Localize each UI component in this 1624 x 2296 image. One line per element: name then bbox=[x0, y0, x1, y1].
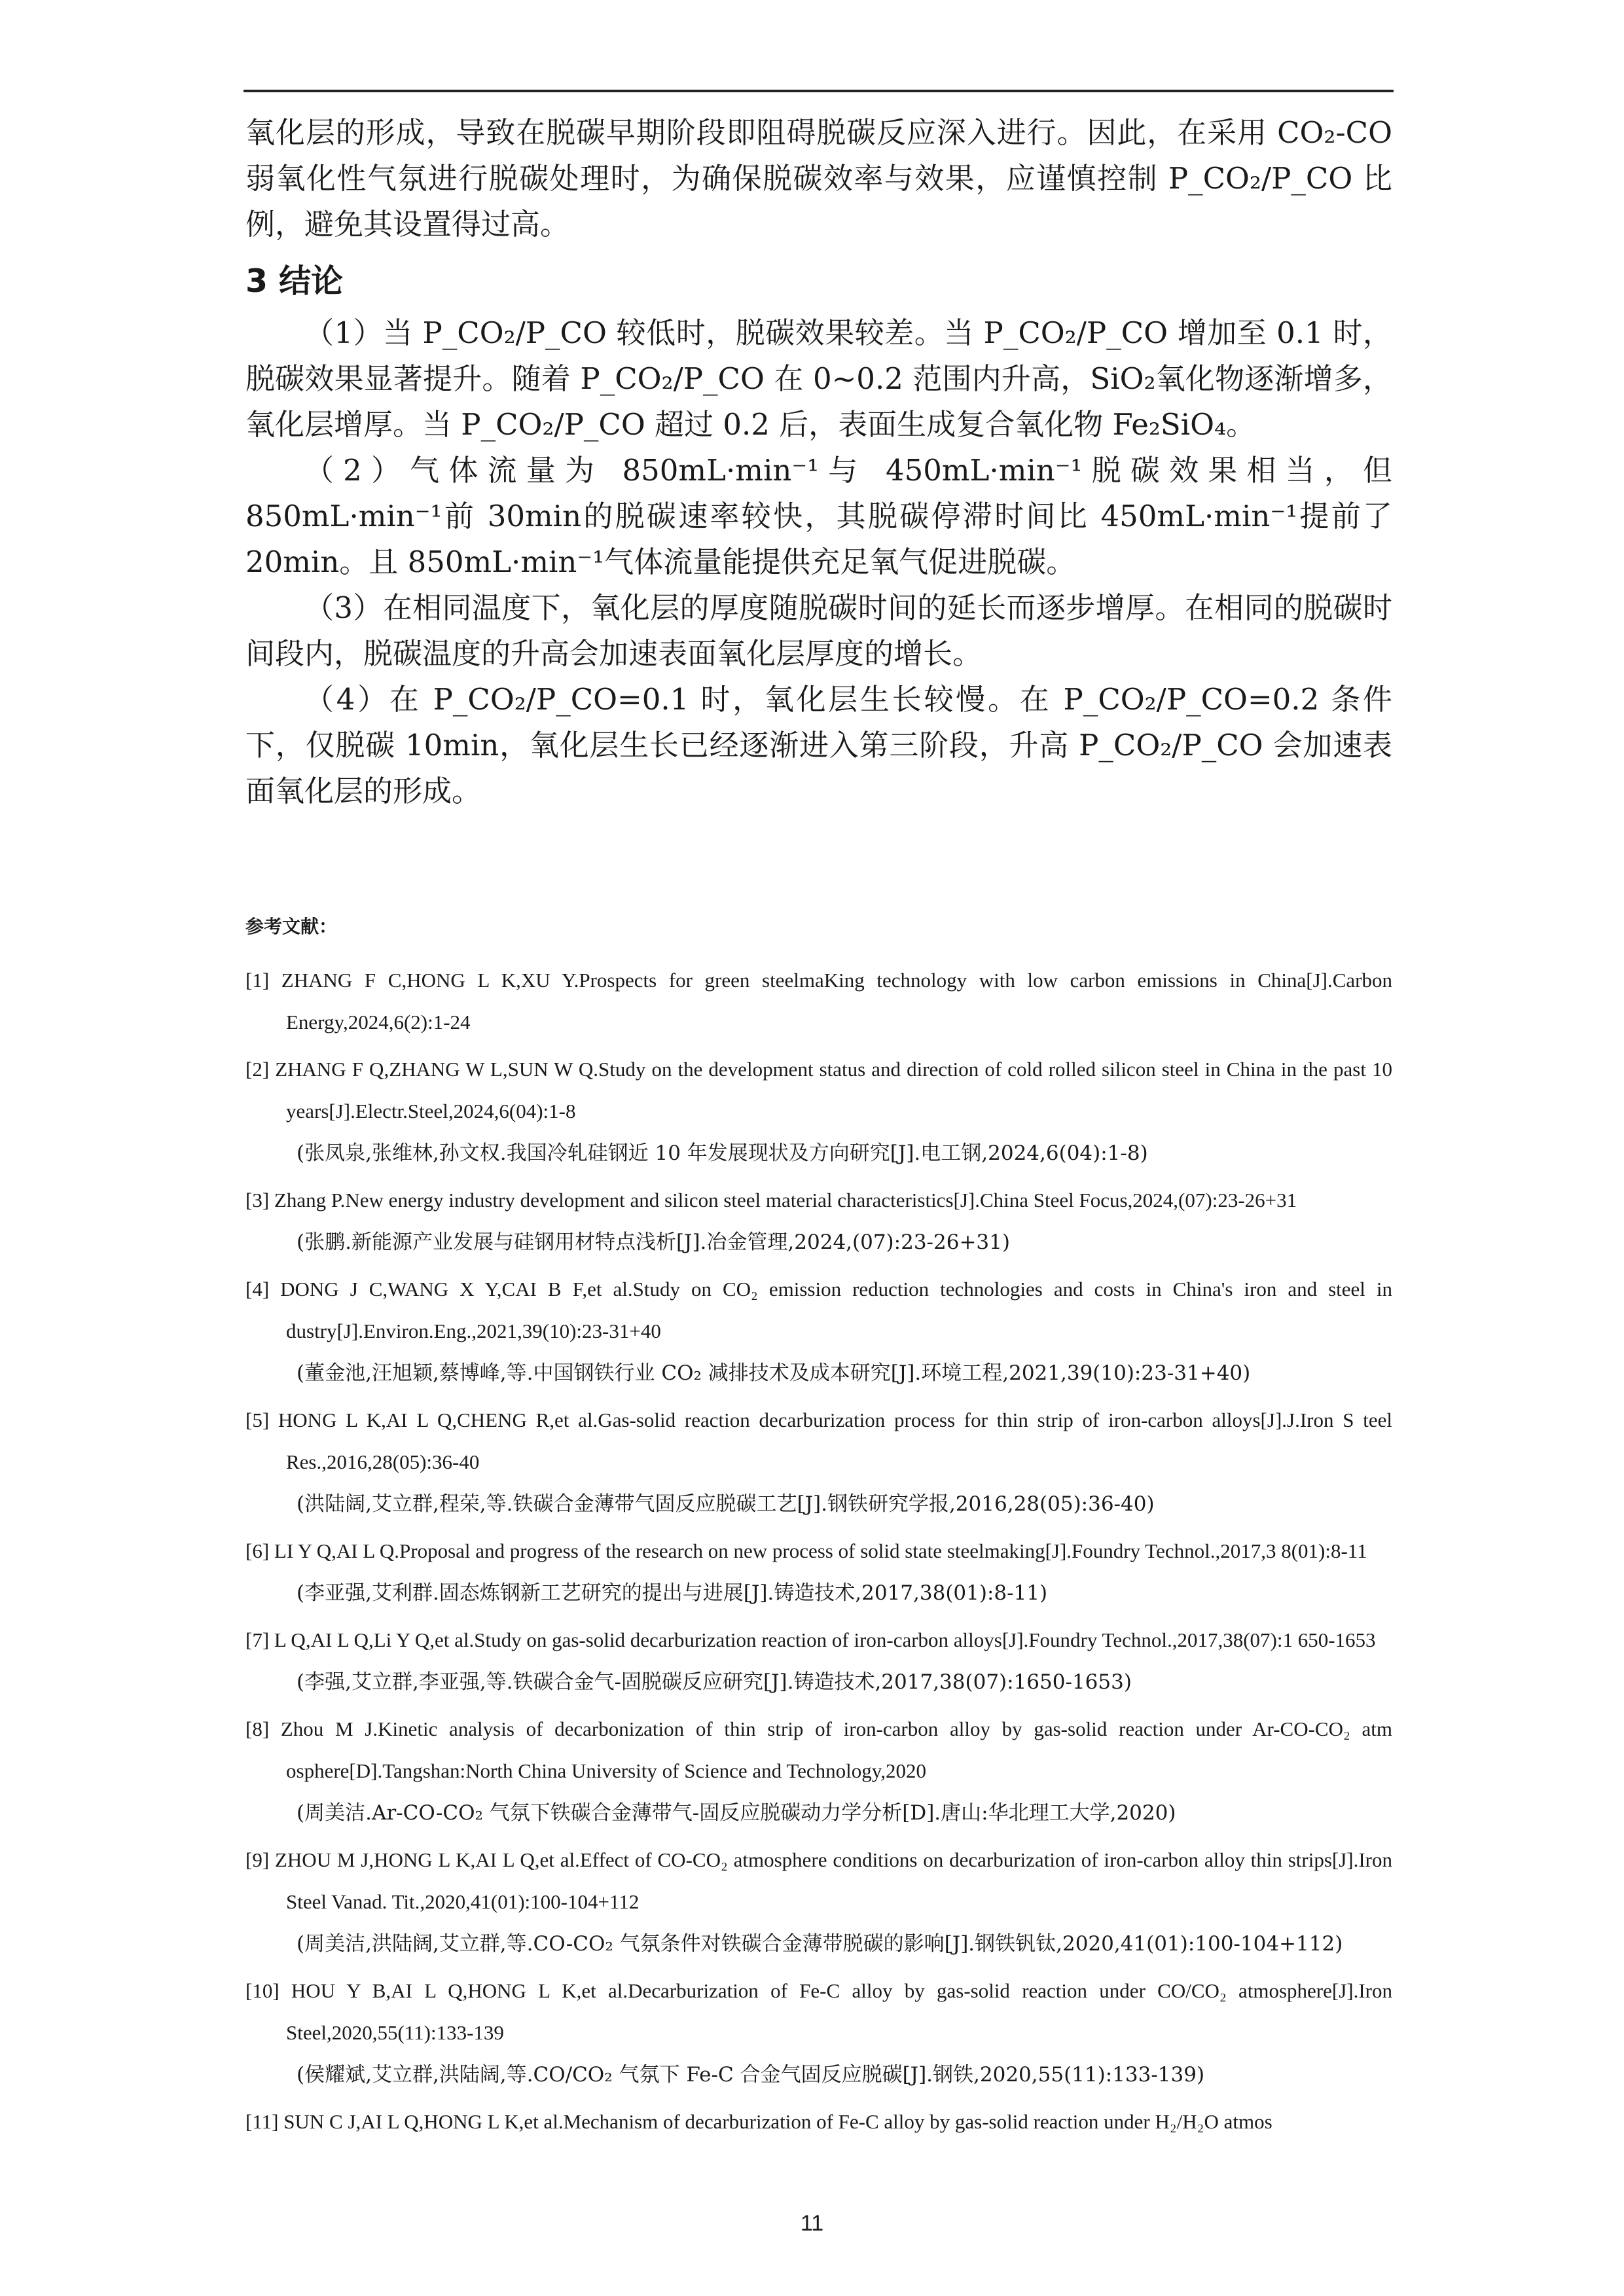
reference-3-cn: (张鹏.新能源产业发展与硅钢用材特点浅析[J].冶金管理,2024,(07):23-26+31) bbox=[297, 1230, 1010, 1254]
section-heading-conclusion: 3 结论 bbox=[245, 262, 344, 300]
page-content bbox=[245, 110, 1392, 2143]
conclusion-1: （1）当 P_CO₂/P_CO 较低时，脱碳效果较差。当 P_CO₂/P_CO 增加至 0.1 时，脱碳效果显著提升。随着 P_CO₂/P_CO 在 0~0.2 范围内升高，SiO₂氧化物逐渐增多，氧化层增厚。当 P_CO₂/P_CO 超过 0.2 后，表面生成复合氧化物 Fe₂SiO₄。 bbox=[245, 315, 1392, 442]
reference-5: [5] HONG L K,AI L Q,CHENG R,et al.Gas-solid reaction decarburization process for thin strip of iron-carbon alloys[J].J.Iron S teel Res.,2016,28(05):36-40 bbox=[245, 1408, 1392, 1473]
reference-7: [7] L Q,AI L Q,Li Y Q,et al.Study on gas-solid decarburization reaction of iron-carbon alloys[J].Foundry Technol.,2017,38(07):1 650-1653 bbox=[245, 1628, 1376, 1651]
reference-8: [8] Zhou M J.Kinetic analysis of decarbonization of thin strip of iron-carbon alloy by gas-solid reaction under Ar-CO-CO₂ atm osphere[D].Tangshan:North China University of Science and Technology,2020 bbox=[245, 1717, 1392, 1782]
reference-3: [3] Zhang P.New energy industry development and silicon steel material characteristics[J].China Steel Focus,2024,(07):23-26+31 bbox=[245, 1189, 1297, 1211]
reference-8-cn: (周美洁.Ar-CO-CO₂ 气氛下铁碳合金薄带气-固反应脱碳动力学分析[D].唐山:华北理工大学,2020) bbox=[297, 1801, 1176, 1825]
intro-paragraph: 氧化层的形成，导致在脱碳早期阶段即阻碍脱碳反应深入进行。因此，在采用 CO₂-CO 弱氧化性气氛进行脱碳处理时，为确保脱碳效率与效果，应谨慎控制 P_CO₂/P_CO 比例，避免其设置得过高。 bbox=[245, 115, 1392, 242]
reference-9: [9] ZHOU M J,HONG L K,AI L Q,et al.Effect of CO-CO₂ atmosphere conditions on decarburization of iron-carbon alloy thin strips[J].Iron Steel Vanad. Tit.,2020,41(01):100-104+112 bbox=[245, 1848, 1392, 1913]
header-rule bbox=[244, 90, 1394, 92]
reference-2-cn: (张凤泉,张维林,孙文权.我国冷轧硅钢近 10 年发展现状及方向研究[J].电工钢,2024,6(04):1-8) bbox=[297, 1141, 1148, 1165]
reference-10: [10] HOU Y B,AI L Q,HONG L K,et al.Decarburization of Fe-C alloy by gas-solid reaction under CO/CO₂ atmosphere[J].Iron Steel,2020,55(11):133-139 bbox=[245, 1979, 1392, 2044]
references-title: 参考文献： bbox=[245, 916, 338, 937]
reference-4: [4] DONG J C,WANG X Y,CAI B F,et al.Study on CO₂ emission reduction technologies and costs in China's iron and steel in dustry[J].Environ.Eng.,2021,39(10):23-31+40 bbox=[245, 1278, 1392, 1342]
reference-4-cn: (董金池,汪旭颖,蔡博峰,等.中国钢铁行业 CO₂ 减排技术及成本研究[J].环境工程,2021,39(10):23-31+40) bbox=[297, 1361, 1251, 1385]
conclusion-4: （4）在 P_CO₂/P_CO=0.1 时，氧化层生长较慢。在 P_CO₂/P_CO=0.2 条件下，仅脱碳 10min，氧化层生长已经逐渐进入第三阶段，升高 P_CO₂/P_CO 会加速表面氧化层的形成。 bbox=[245, 682, 1392, 808]
reference-11: [11] SUN C J,AI L Q,HONG L K,et al.Mechanism of decarburization of Fe-C alloy by gas-solid reaction under H₂/H₂O atmos bbox=[245, 2110, 1272, 2133]
reference-7-cn: (李强,艾立群,李亚强,等.铁碳合金气-固脱碳反应研究[J].铸造技术,2017,38(07):1650-1653) bbox=[297, 1670, 1132, 1694]
reference-1: [1] ZHANG F C,HONG L K,XU Y.Prospects for green steelmaKing technology with low carbon emissions in China[J].Carbon Energy,2024,6(2):1-24 bbox=[245, 969, 1392, 1033]
page-number: 11 bbox=[800, 2211, 824, 2236]
reference-6-cn: (李亚强,艾利群.固态炼钢新工艺研究的提出与进展[J].铸造技术,2017,38(01):8-11) bbox=[297, 1581, 1048, 1605]
conclusion-3: （3）在相同温度下，氧化层的厚度随脱碳时间的延长而逐步增厚。在相同的脱碳时间段内，脱碳温度的升高会加速表面氧化层厚度的增长。 bbox=[245, 590, 1392, 671]
reference-9-cn: (周美洁,洪陆阔,艾立群,等.CO-CO₂ 气氛条件对铁碳合金薄带脱碳的影响[J].钢铁钒钛,2020,41(01):100-104+112) bbox=[297, 1932, 1343, 1956]
reference-5-cn: (洪陆阔,艾立群,程荣,等.铁碳合金薄带气固反应脱碳工艺[J].钢铁研究学报,2016,28(05):36-40) bbox=[297, 1492, 1155, 1516]
reference-6: [6] LI Y Q,AI L Q.Proposal and progress of the research on new process of solid state steelmaking[J].Foundry Technol.,2017,3 8(01):8-11 bbox=[245, 1539, 1367, 1562]
reference-10-cn: (侯耀斌,艾立群,洪陆阔,等.CO/CO₂ 气氛下 Fe-C 合金气固反应脱碳[J].钢铁,2020,55(11):133-139) bbox=[297, 2063, 1205, 2087]
conclusion-2: （2）气体流量为 850mL·min⁻¹与 450mL·min⁻¹脱碳效果相当，但 850mL·min⁻¹前 30min的脱碳速率较快，其脱碳停滞时间比 450mL·min⁻¹提前了 20min。且 850mL·min⁻¹气体流量能提供充足氧气促进脱碳。 bbox=[245, 453, 1392, 579]
reference-2: [2] ZHANG F Q,ZHANG W L,SUN W Q.Study on the development status and direction of cold rolled silicon steel in China in the past 10 years[J].Electr.Steel,2024,6(04):1-8 bbox=[245, 1058, 1392, 1122]
